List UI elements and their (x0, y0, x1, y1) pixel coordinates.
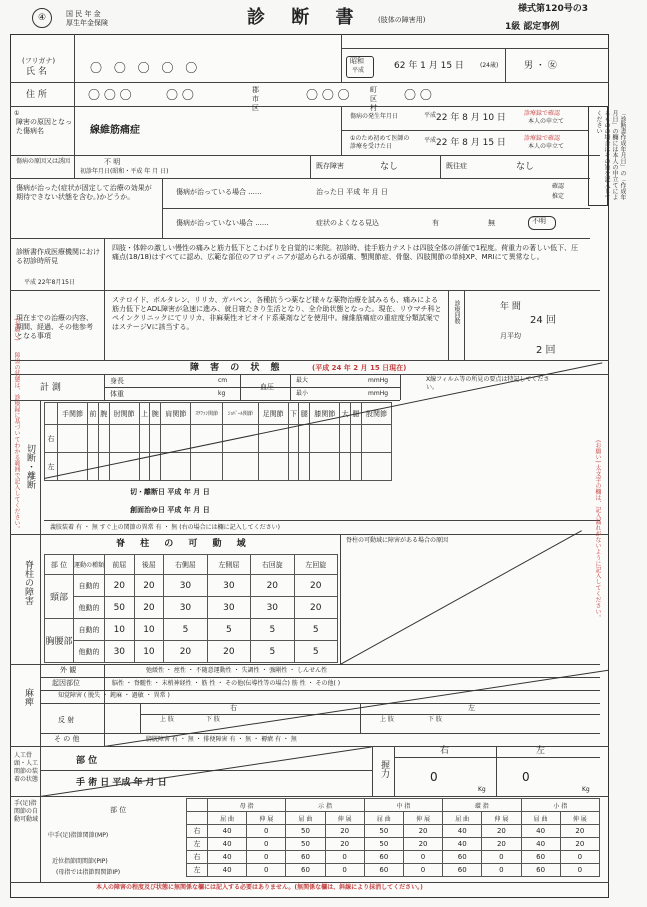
spine-trunk: 胸腰部 (45, 619, 74, 663)
bp-min: 最小 (296, 390, 309, 397)
amp-col: 足関節 (258, 403, 288, 425)
amp-row-right: 右 (45, 425, 58, 453)
spine-cell[interactable]: 5 (251, 641, 294, 663)
finger-cell[interactable]: 20 (560, 825, 599, 838)
title-sub: (肢体の障害用) (378, 16, 426, 24)
paralysis-disorder: 膀胱障害 有 ・ 無 ・ 排便障害 有 ・ 無 ・ 褥瘡 有 ・ 無 (146, 736, 297, 743)
spine-note: 脊柱の可動域に障害がある場合の原因 (346, 537, 449, 544)
paralysis-sensory: 知覚障害 ( 脱失 ・ 鈍麻 ・ 過敏 ・ 異常 ) (58, 692, 170, 699)
grip-left[interactable]: 0 (522, 770, 530, 784)
grip-left-label: 左 (536, 746, 546, 756)
sex-value[interactable]: 男 ・ ㊛ (524, 61, 557, 71)
cause-value[interactable]: 線維筋痛症 (90, 125, 140, 136)
reflex-upper-r: 上 肢 (160, 716, 174, 723)
visit2[interactable]: 2 回 (536, 345, 556, 356)
amp-col: 腕 (98, 403, 109, 425)
finger-cell[interactable]: 40 (208, 851, 247, 864)
cured-text: 傷病が治っている場合 ...... (176, 188, 262, 196)
cause-label: 障害の原因となった傷病名 (16, 118, 72, 135)
name-label: 氏 名 (26, 67, 47, 77)
status-date: (平成 24 年 2 月 15 日現在) (312, 364, 407, 372)
furigana-label: (フリガナ) (22, 57, 56, 65)
finger-cell[interactable]: 50 (364, 825, 403, 838)
finger-sub: 伸 展 (247, 812, 286, 825)
onset-mark1: 診療録で確認 (524, 110, 561, 117)
course-label: 診断書作成医療機関における初診時所見 (16, 248, 100, 265)
amp-col: 肩関節 (161, 403, 191, 425)
org-line1: 国 民 年 金 (66, 10, 101, 18)
cut-date[interactable]: 切・離断日 平成 年 月 日 (130, 488, 210, 496)
spine-label: 脊 柱 の 可 動 域 (116, 539, 252, 549)
spine-cell[interactable]: 20 (294, 597, 337, 619)
first-visit-label: ①のため初めて医師の診療を受けた日 (350, 135, 410, 150)
finger-cell[interactable]: 0 (247, 825, 286, 838)
spine-cell[interactable]: 5 (207, 619, 250, 641)
amp-col: 膝関節 (310, 403, 340, 425)
reflex-lower-r: 下 肢 (206, 716, 220, 723)
finger-col: 示 指 (286, 799, 364, 812)
spine-header: 後屈 (134, 555, 164, 575)
finger-pip: 近位指節間関節(PIP) (52, 858, 108, 865)
left-note-title: (お願い) (13, 318, 20, 341)
paralysis-other: そ の 他 (54, 735, 80, 743)
first-visit-era: 平成 (424, 137, 437, 144)
amp-col: ｽﾃﾌｧﾝ関節 (191, 403, 223, 425)
paralysis-cause: 起因部位 (52, 679, 80, 687)
amp-col: 前 (87, 403, 98, 425)
finger-cell[interactable]: 60 (364, 864, 403, 877)
finger-cell[interactable]: 60 (286, 851, 325, 864)
amp-col: 腿 (299, 403, 310, 425)
finger-side: 右 (187, 851, 208, 864)
heal-date[interactable]: 創面治ゆ日 平成 年 月 日 (130, 506, 210, 514)
paralysis-kinds: 弛緩性 ・ 痙性 ・ 不随意運動性 ・ 失調性 ・ 強剛性 ・ しんせん性 (146, 667, 328, 674)
onset-era: 平成 (424, 112, 437, 119)
spine-cell[interactable]: 5 (294, 641, 337, 663)
finger-cell[interactable]: 40 (443, 838, 482, 851)
finger-cell[interactable]: 20 (403, 825, 442, 838)
bp-max: 最大 (296, 377, 309, 384)
onset-value[interactable]: 22 年 8 月 10 日 (436, 113, 506, 123)
spine-cell[interactable]: 10 (134, 619, 164, 641)
finger-cell[interactable]: 40 (521, 838, 560, 851)
spine-cell[interactable]: 30 (251, 597, 294, 619)
finger-sub: 伸 展 (482, 812, 521, 825)
onset-mark2: 本人の申立て (528, 118, 565, 125)
finger-cell[interactable]: 50 (286, 838, 325, 851)
grip-right-kg: Kg (478, 786, 486, 793)
grip-right[interactable]: 0 (430, 770, 438, 784)
xray-note: X線フィルム等の所見の要点は特記してください。 (426, 376, 550, 391)
spine-cell[interactable]: 5 (251, 619, 294, 641)
course-text[interactable]: 四肢・体幹の激しい慢性の痛みと筋力低下とこわばりを自覚的に来院。初診時、徒手筋力テストは四肢全体の評価で1程度。荷重力の著しい低下、圧痛点(18/18)はすべてに認め、広範な部位のアロディニアが認められるが頭痛、顎関節症、骨盤、四肢関節の単純XP、MRIにて異常なし。 (112, 244, 579, 261)
grip-right-label: 右 (440, 746, 450, 756)
amp-col: 肘関節 (109, 403, 139, 425)
finger-cell[interactable]: 40 (208, 838, 247, 851)
spine-active: 自動的 (74, 619, 105, 641)
fixed-label: 傷病の原因又は誘因 (16, 158, 71, 165)
spine-cell[interactable]: 30 (164, 597, 207, 619)
finger-cell[interactable]: 20 (325, 838, 364, 851)
finger-cell[interactable]: 60 (443, 864, 482, 877)
finger-cell[interactable]: 0 (403, 851, 442, 864)
spine-header: 運動の種類 (74, 555, 105, 575)
amp-col: 上 (139, 403, 150, 425)
height-unit: cm (218, 377, 228, 384)
birth-value[interactable]: 62 年 1 月 15 日 (394, 61, 464, 71)
spine-cell[interactable]: 30 (105, 641, 135, 663)
history-value[interactable]: なし (516, 162, 535, 172)
age-value: (24歳) (480, 62, 499, 69)
finger-cell[interactable]: 60 (286, 864, 325, 877)
spine-neck: 頸部 (45, 575, 74, 619)
left-note-text: 障害の状態は、診療録に基づいてわかる範囲で記入してください。 (13, 352, 20, 532)
finger-col: 母 指 (208, 799, 286, 812)
finger-cell[interactable]: 20 (325, 825, 364, 838)
spine-cell[interactable]: 10 (105, 619, 135, 641)
weight-label: 体重 (110, 390, 124, 398)
address-label: 住 所 (26, 90, 47, 100)
finger-cell[interactable]: 60 (521, 851, 560, 864)
spine-passive: 他動的 (74, 597, 105, 619)
finger-side: 右 (187, 825, 208, 838)
existing-value[interactable]: なし (380, 162, 399, 172)
finger-side: 左 (187, 838, 208, 851)
finger-sub: 伸 展 (403, 812, 442, 825)
visit-label2: 月平均 (500, 332, 521, 340)
finger-cell[interactable]: 20 (560, 838, 599, 851)
finger-cell[interactable]: 20 (482, 825, 521, 838)
amputation-section: 切断・離断 (25, 444, 35, 489)
org-line2: 厚生年金保険 (66, 19, 108, 27)
finger-cell[interactable]: 50 (286, 825, 325, 838)
finger-cell[interactable]: 0 (482, 851, 521, 864)
finger-sub: 屈 曲 (364, 812, 403, 825)
finger-cell[interactable]: 0 (403, 864, 442, 877)
confirm1: 確認 (552, 183, 565, 190)
spine-active: 自動的 (74, 575, 105, 597)
cured-value[interactable]: 治った日 平成 年 月 日 (316, 188, 388, 196)
finger-cell[interactable]: 60 (443, 851, 482, 864)
spine-header: 右側屈 (164, 555, 207, 575)
finger-mp: 中手(足)指節関節(MP) (48, 832, 109, 839)
address-value-1[interactable]: 〇 〇 〇 (88, 88, 132, 102)
form-id: 様式第120号の3 (518, 4, 589, 14)
finger-cell[interactable]: 40 (208, 825, 247, 838)
history-label: 既往症 (446, 162, 467, 170)
finger-cell[interactable]: 40 (521, 825, 560, 838)
artificial-date[interactable]: 手 術 日 平成 年 月 日 (76, 778, 167, 788)
height-label: 身長 (110, 377, 124, 385)
finger-sub: 屈 曲 (208, 812, 247, 825)
course-date: 平成 22年8月15日 (24, 279, 75, 286)
visit1[interactable]: 24 回 (530, 315, 556, 326)
finger-cell[interactable]: 0 (325, 864, 364, 877)
spine-header: 前屈 (105, 555, 135, 575)
spine-cell[interactable]: 20 (294, 575, 337, 597)
finger-col: 環 指 (443, 799, 521, 812)
not-cured-text: 傷病が治っていない場合 ...... (176, 219, 269, 227)
existing-label: 既存障害 (316, 162, 344, 170)
finger-table (186, 798, 600, 877)
status-label: 障 害 の 状 態 (190, 363, 284, 373)
finger-cell[interactable]: 20 (482, 838, 521, 851)
reflex-lower-l: 下 肢 (428, 716, 442, 723)
address-value-2[interactable]: 〇 〇 (166, 88, 194, 102)
birth-era: 昭和 (350, 57, 364, 65)
grip-left-kg: Kg (582, 786, 590, 793)
page-title: 診 断 書 (247, 7, 364, 28)
reflex-upper-l: 上 肢 (380, 716, 394, 723)
spine-table (44, 554, 338, 663)
spine-cell[interactable]: 20 (251, 575, 294, 597)
fixed-value2[interactable]: 初診年月日(昭和・平成 年 月 日) (80, 168, 169, 175)
address-value-4[interactable]: 〇 〇 (404, 88, 432, 102)
confirm2: 推定 (552, 193, 565, 200)
artificial-part: 部 位 (76, 756, 98, 766)
finger-cell[interactable]: 0 (325, 851, 364, 864)
finger-cell[interactable]: 0 (247, 864, 286, 877)
finger-cell[interactable]: 60 (364, 851, 403, 864)
amp-col: 股関節 (361, 403, 391, 425)
paralysis-cause-list: 脳性 ・ 脊髄性 ・ 末梢神経性 ・ 筋 性 ・ その他(伝導性等の場合) 筋 性 ・ その他( ) (112, 680, 341, 687)
right-note-box: 「診断書作成年月日」の「作成年月日」の欄には本人の申立てによるものの場合はその旨を記入してください (595, 110, 626, 200)
amp-col: 腕 (150, 403, 161, 425)
spine-header: 左回旋 (294, 555, 337, 575)
spine-header: 右回旋 (251, 555, 294, 575)
name-value[interactable]: 〇 〇 〇 〇 〇 (90, 61, 202, 75)
finger-col: 中 指 (364, 799, 442, 812)
spine-cell[interactable]: 5 (294, 619, 337, 641)
spine-header: 部 位 (45, 555, 74, 575)
amp-col: 大 (340, 403, 351, 425)
prospect-no[interactable]: 無 (488, 219, 495, 227)
prospect-label: 症状のよくなる見込 (316, 219, 379, 227)
finger-cell[interactable]: 40 (443, 825, 482, 838)
finger-sub: 屈 曲 (521, 812, 560, 825)
county-label: 郡市区 (252, 86, 259, 112)
spine-cell[interactable]: 10 (134, 641, 164, 663)
footer-note: 本人の障害の程度及び状態に無関係な欄には記入する必要はありません。(無関係な欄は、斜線により抹消してください。) (96, 884, 423, 891)
finger-cell[interactable]: 60 (521, 864, 560, 877)
spine-cell[interactable]: 30 (207, 597, 250, 619)
prospect-yes[interactable]: 有 (432, 219, 439, 227)
bp-label: 血圧 (260, 383, 274, 391)
finger-sub: 屈 曲 (443, 812, 482, 825)
treatment-label: 現在までの治療の内容、期間、経過、その他参考となる事項 (16, 314, 93, 340)
town-label: 町区村 (370, 86, 377, 112)
spine-section: 脊柱の障害 (23, 560, 33, 605)
birth-era-sub: 平成 (352, 67, 365, 74)
finger-part: 部 位 (110, 806, 127, 814)
first-visit-value[interactable]: 22 年 8 月 15 日 (436, 138, 506, 148)
address-value-3[interactable]: 〇 〇 〇 (306, 88, 350, 102)
spine-cell[interactable]: 20 (134, 597, 164, 619)
spine-cell[interactable]: 20 (105, 575, 135, 597)
finger-cell[interactable]: 0 (560, 864, 599, 877)
bp-unit-min: mmHg (368, 390, 389, 397)
finger-cell[interactable]: 0 (247, 838, 286, 851)
spine-cell[interactable]: 20 (164, 641, 207, 663)
spine-cell[interactable]: 20 (207, 641, 250, 663)
first-visit-mark2: 本人の申立て (528, 143, 565, 150)
stamp-icon: ④ (32, 8, 52, 28)
finger-cell[interactable]: 0 (247, 851, 286, 864)
grade-label: 1級 認定事例 (505, 22, 560, 32)
spine-cell[interactable]: 50 (105, 597, 135, 619)
finger-cell[interactable]: 20 (403, 838, 442, 851)
visit-label1: 年 間 (500, 302, 521, 312)
grip-label: 握力 (379, 760, 389, 778)
finger-sub: 伸 展 (560, 812, 599, 825)
reflex-right: 右 (230, 704, 237, 712)
finger-cell[interactable]: 0 (482, 864, 521, 877)
spine-cell[interactable]: 30 (207, 575, 250, 597)
finger-cell[interactable]: 50 (364, 838, 403, 851)
paralysis-shape: 外 観 (60, 666, 77, 674)
reflex-label: 反 射 (58, 716, 75, 724)
spine-passive: 他動的 (74, 641, 105, 663)
amp-row-left: 左 (45, 453, 58, 481)
measure-section: 計 測 (40, 383, 61, 393)
finger-col: 小 指 (521, 799, 600, 812)
amp-col: ｼｮﾊﾟｰﾙ関節 (223, 403, 258, 425)
finger-side: 左 (187, 864, 208, 877)
spine-cell[interactable]: 30 (164, 575, 207, 597)
reflex-left: 左 (468, 704, 475, 712)
cause-num: ① (14, 110, 20, 117)
amputation-pain: 義肢装着 有 ・ 無 すぐ上の関節の異常 有 ・ 無 (右の場合には欄に記入してください) (50, 524, 280, 531)
spine-cell[interactable]: 20 (134, 575, 164, 597)
finger-section: 手(足)指関節の自動可動域 (14, 800, 39, 823)
amp-col: 手関節 (58, 403, 88, 425)
paralysis-section: 麻痺 (23, 688, 33, 706)
onset-label: 傷病の発生年月日 (350, 113, 399, 120)
fixed-value1[interactable]: 不 明 (104, 158, 121, 166)
finger-sub: 伸 展 (325, 812, 364, 825)
first-visit-mark1: 診療録で確認 (524, 135, 561, 142)
treatment-text[interactable]: ステロイド、ボルタレン、リリカ、ガバペン、各種抗うつ薬など様々な薬物治療を試みるも、痛みによる筋力低下とADL障害が急速に進み、就日寝たきり生活となり、全介助状態となった。現在、リウマチ科とペインクリニックにてリリカ、非麻薬性オピオイド系薬剤などを使用中。線維筋痛症の重症度分類試案ではステージVに該当する。 (112, 296, 442, 331)
visit-side-label: 診療回数 (453, 300, 460, 324)
bp-unit-max: mmHg (368, 377, 389, 384)
artificial-section: 人工骨頭・人工関節の装着の状態 (14, 752, 39, 783)
amp-col: 下 (288, 403, 299, 425)
weight-unit: kg (218, 390, 226, 397)
spine-header: 左側屈 (207, 555, 250, 575)
finger-cell[interactable]: 40 (208, 864, 247, 877)
right-note-text: (お願い) 太文字の欄は、記入漏れがないように記入してください。 (594, 440, 601, 621)
spine-cell[interactable]: 5 (164, 619, 207, 641)
prospect-unknown[interactable]: 不明 (532, 217, 546, 225)
finger-pip-sub: (母指では指節間関節IP) (56, 869, 121, 876)
cure-label: 傷病が治った(症状が固定して治療の効果が期待できない状態を含む。)かどうか。 (16, 184, 152, 201)
amp-col: 腿 (351, 403, 362, 425)
finger-sub: 屈 曲 (286, 812, 325, 825)
finger-cell[interactable]: 0 (560, 851, 599, 864)
